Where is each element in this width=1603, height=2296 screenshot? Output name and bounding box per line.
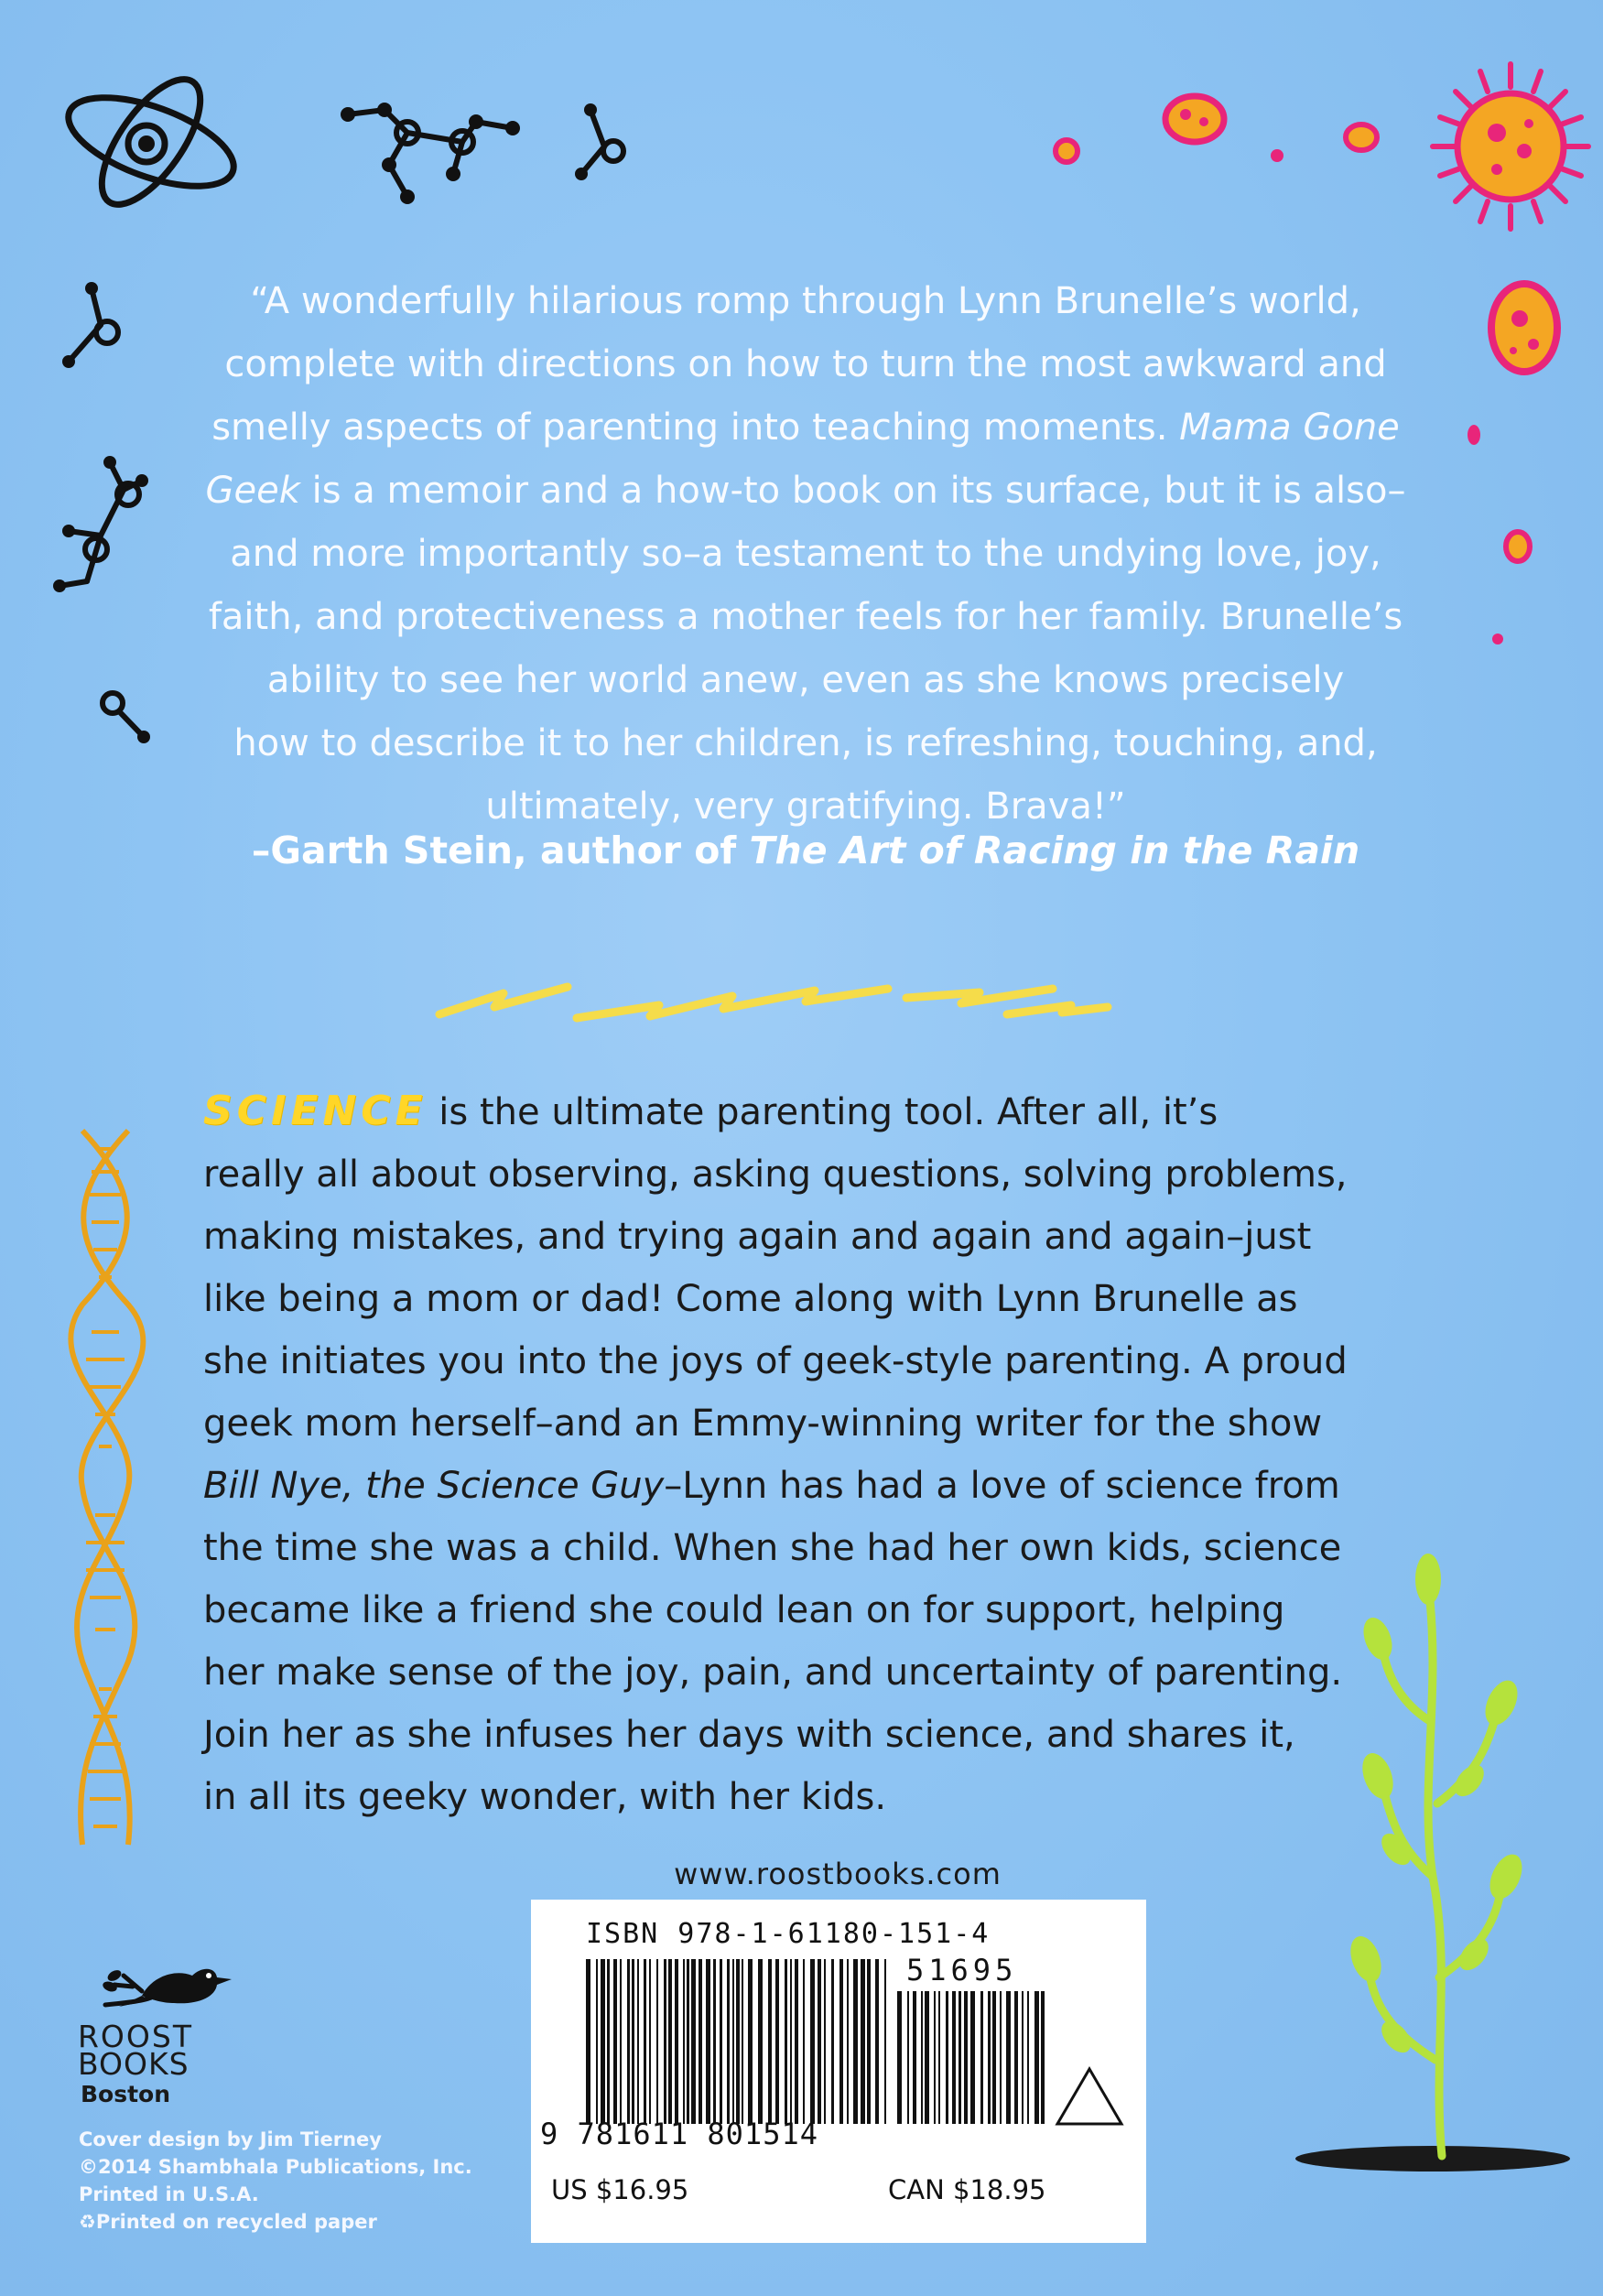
- description-line: geek mom herself–and an Emmy-winning writer for the show: [203, 1403, 1323, 1445]
- show-title: Bill Nye, the Science Guy: [203, 1465, 665, 1507]
- barcode-bar: [907, 1991, 909, 2124]
- atom-icon: [55, 69, 256, 224]
- barcode-bar: [959, 1991, 961, 2124]
- barcode-bar: [795, 1959, 798, 2124]
- microbe-icon: [1158, 87, 1231, 151]
- barcode-bar: [601, 1959, 605, 2124]
- description-line: she initiates you into the joys of geek-style parenting. A proud: [203, 1340, 1348, 1382]
- can-price: CAN $18.95: [888, 2174, 1046, 2205]
- barcode-digits: 9 781611 801514: [540, 2117, 818, 2151]
- barcode-bar: [675, 1959, 678, 2124]
- barcode-bar: [706, 1959, 710, 2124]
- isbn-number: ISBN 978-1-61180-151-4: [586, 1918, 991, 1950]
- microbe-icon: [1048, 133, 1085, 169]
- barcode-bar: [980, 1991, 983, 2124]
- book-description: [203, 1080, 1435, 1828]
- barcode-label: [531, 1900, 1146, 2243]
- cover-design-credit: Cover design by Jim Tierney: [79, 2128, 382, 2150]
- book-title: Mama Gone: [1179, 406, 1400, 449]
- barcode-bar: [758, 1959, 763, 2124]
- barcode-bar: [897, 1991, 902, 2124]
- microbe-icon: [1465, 421, 1483, 449]
- printed-in: Printed in U.S.A.: [79, 2183, 259, 2205]
- barcode-bar: [586, 1959, 590, 2124]
- science-word: SCIENCE: [203, 1088, 428, 1134]
- description-line: the time she was a child. When she had her own kids, science: [203, 1527, 1342, 1569]
- description-line: became like a friend she could lean on for support, helping: [203, 1589, 1285, 1631]
- barcode-bar: [613, 1959, 617, 2124]
- barcode-bar: [748, 1959, 753, 2124]
- barcode-bar: [925, 1991, 929, 2124]
- barcode-bar: [620, 1959, 622, 2124]
- description-line: like being a mom or dad! Come along with Lynn Brunelle as: [203, 1278, 1298, 1320]
- barcode-bar: [632, 1959, 634, 2124]
- barcode-bar: [790, 1959, 792, 2124]
- description-text: is the ultimate parenting tool. After all, it’s: [427, 1091, 1218, 1133]
- barcode-bar: [732, 1959, 734, 2124]
- publisher-name: BOOKS: [78, 2046, 190, 2082]
- barcode-bar: [913, 1991, 916, 2124]
- barcode-bar: [1014, 1991, 1018, 2124]
- quote-line: [188, 396, 1424, 460]
- book-title: Geek: [205, 470, 300, 512]
- quote-text: smelly aspects of parenting into teaching moments.: [211, 406, 1180, 449]
- publisher-city: Boston: [81, 2081, 171, 2107]
- barcode-bar: [627, 1959, 630, 2124]
- description-line: really all about observing, asking questions, solving problems,: [203, 1153, 1348, 1196]
- molecule-icon: [572, 101, 645, 183]
- barcode-bar: [964, 1991, 968, 2124]
- barcode-bar: [810, 1959, 815, 2124]
- barcode-bar: [818, 1959, 821, 2124]
- barcode-bar: [1006, 1991, 1011, 2124]
- barcode-bar: [785, 1959, 787, 2124]
- barcode-bar: [970, 1991, 975, 2124]
- sun-icon: [1424, 55, 1598, 238]
- us-price: US $16.95: [551, 2174, 689, 2205]
- barcode-bar: [952, 1991, 956, 2124]
- recycled-note: [79, 2208, 472, 2236]
- barcode-bar: [803, 1959, 805, 2124]
- quote-line: “A wonderfully hilarious romp through Lynn Brunelle’s world,: [250, 280, 1361, 322]
- barcode-bar: [831, 1959, 834, 2124]
- barcode-bar: [1034, 1991, 1039, 2124]
- price-barcode: [897, 1991, 1044, 2124]
- barcode-bar: [691, 1959, 696, 2124]
- barcode-bar: [884, 1959, 886, 2124]
- quote-line: ultimately, very gratifying. Brava!”: [485, 785, 1126, 828]
- quote-line: [188, 460, 1424, 523]
- barcode-bar: [946, 1991, 948, 2124]
- publisher-website: www.roostbooks.com: [674, 1857, 1002, 1891]
- barcode-bar: [656, 1959, 658, 2124]
- barcode-bar: [921, 1991, 923, 2124]
- barcode-bar: [938, 1991, 940, 2124]
- barcode-bar: [727, 1959, 730, 2124]
- recycle-icon: ♻: [79, 2211, 96, 2233]
- quote-line: complete with directions on how to turn the most awkward and: [224, 343, 1387, 385]
- review-quote: [188, 270, 1424, 839]
- description-line: [203, 1080, 1435, 1143]
- description-text: –Lynn has had a love of science from: [664, 1465, 1340, 1507]
- price-code: 51695: [906, 1953, 1018, 1987]
- barcode-bar: [861, 1959, 865, 2124]
- barcode-bar: [1041, 1991, 1045, 2124]
- attribution-text: –Garth Stein, author of: [251, 829, 750, 872]
- publisher-name: ROOST: [78, 2019, 193, 2054]
- barcode-bar: [742, 1959, 743, 2124]
- triangle-icon: [1053, 2064, 1126, 2128]
- barcode-bar: [1000, 1991, 1002, 2124]
- lightning-icon: [430, 970, 1117, 1025]
- description-line: Join her as she infuses her days with science, and shares it,: [203, 1714, 1295, 1756]
- credits: [79, 2126, 472, 2236]
- attribution-work: The Art of Racing in the Rain: [749, 829, 1360, 872]
- description-line: [203, 1455, 1435, 1517]
- barcode-bar: [934, 1991, 936, 2124]
- barcode-bar: [607, 1959, 610, 2124]
- description-line: in all its geeky wonder, with her kids.: [203, 1776, 887, 1818]
- recycled-text: Printed on recycled paper: [95, 2211, 377, 2233]
- molecule-icon: [96, 687, 160, 751]
- barcode-bar: [644, 1959, 646, 2124]
- molecule-icon: [50, 279, 133, 380]
- microbe-icon: [1338, 114, 1384, 160]
- barcode-bar: [637, 1959, 639, 2124]
- barcode-bar: [687, 1959, 689, 2124]
- barcode-bar: [775, 1959, 779, 2124]
- ean-barcode: [586, 1959, 888, 2124]
- quote-line: ability to see her world anew, even as she knows precisely: [266, 659, 1345, 701]
- barcode-bar: [853, 1959, 858, 2124]
- barcode-bar: [649, 1959, 651, 2124]
- quote-line: and more importantly so–a testament to the undying love, joy,: [230, 533, 1381, 575]
- barcode-bar: [720, 1959, 722, 2124]
- barcode-bar: [668, 1959, 672, 2124]
- quote-text: is a memoir and a how-to book on its surface, but it is also–: [299, 470, 1406, 512]
- description-line: making mistakes, and trying again and again and again–just: [203, 1216, 1312, 1258]
- dna-helix-icon: [55, 1131, 156, 1845]
- copyright: ©2014 Shambhala Publications, Inc.: [79, 2156, 472, 2178]
- quote-attribution: [188, 829, 1424, 872]
- barcode-bar: [683, 1959, 685, 2124]
- molecule-icon: [334, 87, 536, 206]
- barcode-bar: [847, 1959, 849, 2124]
- barcode-bar: [664, 1959, 666, 2124]
- barcode-bar: [713, 1959, 716, 2124]
- barcode-bar: [1022, 1991, 1024, 2124]
- quote-line: how to describe it to her children, is refreshing, touching, and,: [233, 722, 1378, 764]
- barcode-bar: [839, 1959, 843, 2124]
- barcode-bar: [988, 1991, 991, 2124]
- microbe-icon: [1483, 273, 1565, 383]
- barcode-bar: [824, 1959, 826, 2124]
- barcode-bar: [736, 1959, 740, 2124]
- barcode-bar: [867, 1959, 871, 2124]
- molecule-icon: [50, 453, 160, 600]
- barcode-bar: [875, 1959, 879, 2124]
- barcode-bar: [1027, 1991, 1029, 2124]
- barcode-bar: [992, 1991, 996, 2124]
- barcode-bar: [699, 1959, 702, 2124]
- microbe-icon: [1268, 146, 1286, 165]
- barcode-bar: [596, 1959, 598, 2124]
- quote-line: faith, and protectiveness a mother feels for her family. Brunelle’s: [208, 596, 1403, 638]
- description-line: her make sense of the joy, pain, and uncertainty of parenting.: [203, 1652, 1343, 1694]
- barcode-bar: [768, 1959, 772, 2124]
- bird-icon: [87, 1950, 252, 2019]
- microbe-icon: [1500, 526, 1536, 568]
- microbe-icon: [1490, 632, 1505, 646]
